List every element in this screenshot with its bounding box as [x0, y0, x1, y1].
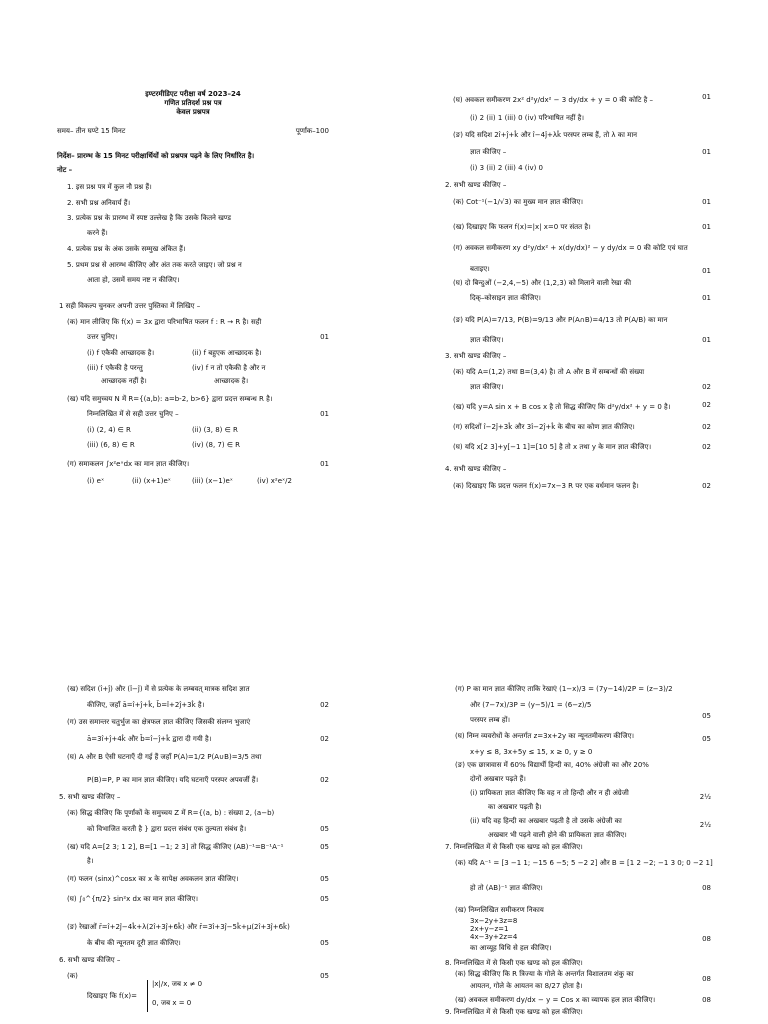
q5a-text: (क) सिद्ध कीजिए कि पूर्णांकों के समुच्चय Z में R={(a, b) : संख्या 2, (a−b)	[67, 809, 275, 817]
q6e-text-2: दोनों अखबार पढ़ते हैं।	[470, 775, 526, 783]
q6e-part-1-cont: का अखबार पढ़ती है।	[488, 803, 542, 811]
q6d-text: (घ) निम्न व्यवरोधों के अन्तर्गत z=3x+2y का न्यूनतमीकरण कीजिए।	[455, 732, 635, 740]
q1a-text-2: उत्तर चुनिए।	[87, 333, 118, 341]
q7a-marks: 08	[702, 884, 711, 892]
q1b-text: (ख) यदि समुच्चय N में R={(a,b): a=b-2, b>6} द्वारा प्रदत्त सम्बन्ध R है।	[67, 395, 273, 403]
q1a-text: (क) मान लीजिए कि f(x) = 3x द्वारा परिभाषित फलन f : R → R है। सही	[67, 318, 262, 326]
exam-total-marks: पूर्णांक–100	[295, 127, 329, 135]
q6d-marks: 05	[702, 735, 711, 743]
q4-heading: 4. सभी खण्ड कीजिए –	[445, 465, 507, 473]
q2d-text-2: दिक्–कोसाइन ज्ञात कीजिए।	[470, 294, 541, 302]
q4d-text-2: P(B)=P, P का मान ज्ञात कीजिए। यदि घटनाएँ परस्पर अपवर्जी हैं।	[87, 776, 259, 784]
note-5-cont: आता हो, उसमें समय नष्ट न कीजिए।	[87, 276, 180, 284]
q1b-option-2: (ii) (3, 8) ∈ R	[192, 426, 238, 434]
q6c-text-3: परस्पर लम्ब हों।	[470, 716, 511, 724]
q5d-text: (घ) ∫₀^{π/2} sin²x dx का मान ज्ञात कीजिए।	[67, 895, 199, 903]
q1d-text: (घ) अवकल समीकरण 2x² d²y/dx² − 3 dy/dx + y = 0 की कोटि है –	[453, 96, 654, 104]
q1a-option-4-cont: आच्छादक है।	[214, 377, 249, 385]
q8a-marks: 08	[702, 975, 711, 983]
q5b-marks: 05	[320, 843, 329, 851]
q8a-text-2: आयतन, गोले के आयतन का 8/27 होता है।	[470, 982, 583, 990]
q3a-text: (क) यदि A=(1,2) तथा B=(3,4) है। तो A और B में सम्बन्धों की संख्या	[453, 368, 645, 376]
q2e-text: (ङ) यदि P(A)=7/13, P(B)=9/13 और P(A∩B)=4/13 तो P(A/B) का मान	[453, 316, 668, 324]
q6c-text: (ग) P का मान ज्ञात कीजिए ताकि रेखाएं (1−x)/3 = (7y−14)/2P = (z−3)/2	[455, 685, 673, 693]
q1c-option-1: (i) eˣ	[87, 477, 105, 485]
q5c-marks: 05	[320, 875, 329, 883]
q3a-marks: 02	[702, 383, 711, 391]
q1c-option-4: (iv) x²eˣ/2	[257, 477, 292, 485]
q2e-text-2: ज्ञात कीजिए।	[470, 336, 504, 344]
q1b-option-4: (iv) (8, 7) ∈ R	[192, 441, 241, 449]
q5c-text: (ग) फलन (sinx)^cosx का x के सापेक्ष अवकलन ज्ञात कीजिए।	[67, 875, 239, 883]
q5a-text-2: को विभाजित करती है } द्वारा प्रदत्त संबंध एक तुल्यता संबंध है।	[87, 825, 247, 833]
q3d-marks: 02	[702, 443, 711, 451]
q4a-marks: 02	[702, 482, 711, 490]
q7b-eq-3: 4x−3y+2z=4	[470, 933, 518, 941]
q1a-option-3: (iii) f एकैकी है परन्तु	[87, 364, 143, 372]
top-right-column	[445, 90, 711, 500]
q1a-option-1: (i) f एकैकी आच्छादक है।	[87, 349, 155, 357]
note-1: 1. इस प्रश्न पत्र में कुल नौ प्रश्न हैं।	[67, 183, 152, 191]
q5b-text-2: है।	[87, 857, 94, 865]
q2b-text: (ख) दिखाइए कि फलन f(x)=|x| x=0 पर संतत है।	[453, 223, 591, 231]
q3-heading: 3. सभी खण्ड कीजिए –	[445, 352, 507, 360]
q1e-options: (i) 3 (ii) 2 (iii) 4 (iv) 0	[470, 164, 543, 172]
q1c-option-3: (iii) (x−1)eˣ	[192, 477, 233, 485]
q6e-marks-1: 2½	[699, 793, 711, 801]
q1b-option-3: (iii) (6, 8) ∈ R	[87, 441, 135, 449]
q6a-label: (क)	[67, 972, 78, 980]
exam-note: नोट –	[57, 166, 73, 174]
exam-paper-type: केवल प्रश्नपत्र	[176, 108, 210, 116]
q4b-text-2: कीजिए, जहाँ ā=î+ĵ+k̂, b̄=î+2ĵ+3k̂ है।	[87, 701, 205, 709]
q2d-marks: 01	[702, 294, 711, 302]
q3b-text: (ख) यदि y=A sin x + B cos x है तो सिद्ध कीजिए कि d²y/dx² + y = 0 है।	[453, 403, 671, 411]
bottom-right-column	[445, 685, 711, 1021]
q4d-marks: 02	[320, 776, 329, 784]
q9-heading: 9. निम्नलिखित में से किसी एक खण्ड को हल कीजिए।	[445, 1008, 583, 1016]
q5-heading: 5. सभी खण्ड कीजिए –	[59, 793, 121, 801]
q1c-text: (ग) समाकलन ∫x²eˣdx का मान ज्ञात कीजिए।	[67, 460, 190, 468]
q4c-text: (ग) उस समान्तर चतुर्भुज का क्षेत्रफल ज्ञात कीजिए जिसकी संलग्न भुजाएं	[67, 718, 251, 726]
q4b-marks: 02	[320, 701, 329, 709]
q2-heading: 2. सभी खण्ड कीजिए –	[445, 181, 507, 189]
note-4: 4. प्रत्येक प्रश्न के अंक उसके सम्मुख अंकित हैं।	[67, 245, 186, 253]
q2c-text-2: बताइए।	[470, 265, 490, 273]
q1e-marks: 01	[702, 148, 711, 156]
note-3: 3. प्रत्येक प्रश्न के प्रारम्भ में स्पष्ट उल्लेख है कि उसके कितने खण्ड	[67, 214, 231, 222]
q8b-marks: 08	[702, 996, 711, 1004]
q5d-marks: 05	[320, 895, 329, 903]
q5e-text: (ङ) रेखाओं r̄=î+2ĵ−4k̂+λ(2î+3ĵ+6k̂) और r̄=3î+3ĵ−5k̂+μ(2î+3ĵ+6k̂)	[67, 923, 290, 931]
note-2: 2. सभी प्रश्न अनिवार्य हैं।	[67, 199, 131, 207]
q6a-text: दिखाइए कि f(x)=	[87, 992, 137, 1000]
exam-title: इण्टरमीडिएट परीक्षा वर्ष 2023–24	[145, 90, 241, 98]
q5e-marks: 05	[320, 939, 329, 947]
bottom-left-column	[57, 685, 329, 1021]
q6e-text: (ङ) एक छात्रावास में 60% विद्यार्थी हिन्दी का, 40% अंग्रेजी का और 20%	[455, 761, 649, 769]
note-3-cont: करने हैं।	[87, 229, 108, 237]
q4c-text-2: ā=3î+ĵ+4k̂ और b̄=î−ĵ+k̂ द्वारा दी गयी है।	[87, 735, 212, 743]
q2c-text: (ग) अवकल समीकरण xy d²y/dx² + x(dy/dx)² − y dy/dx = 0 की कोटि एवं घात	[453, 244, 688, 252]
q5a-marks: 05	[320, 825, 329, 833]
q8-heading: 8. निम्नलिखित में से किसी एक खण्ड को हल कीजिए।	[445, 959, 583, 967]
q7b-marks: 08	[702, 935, 711, 943]
q7b-eq-2: 2x+y−z=1	[470, 925, 509, 933]
q1a-marks: 01	[320, 333, 329, 341]
q3d-text: (घ) यदि x[2 3]+y[−1 1]=[10 5] है तो x तथा y के मान ज्ञात कीजिए।	[453, 443, 652, 451]
q5e-text-2: के बीच की न्यूनतम दूरी ज्ञात कीजिए।	[87, 939, 181, 947]
q3c-marks: 02	[702, 423, 711, 431]
q1a-option-4: (iv) f न तो एकैकी है और न	[192, 364, 266, 372]
q7-heading: 7. निम्नलिखित में से किसी एक खण्ड को हल कीजिए।	[445, 843, 583, 851]
q2d-text: (घ) दो बिन्दुओं (−2,4,−5) और (1,2,3) को मिलाने वाली रेखा की	[453, 279, 632, 287]
q6e-part-2-cont: अखबार भी पढ़ने वाली होने की प्रायिकता ज्ञात कीजिए।	[488, 831, 627, 839]
q2c-marks: 01	[702, 267, 711, 275]
q6e-part-1: (i) प्रायिकता ज्ञात कीजिए कि वह न तो हिन्दी और न ही अंग्रेजी	[470, 789, 629, 797]
q1a-option-2: (ii) f बहुएक आच्छादक है।	[192, 349, 262, 357]
q4d-text: (घ) A और B ऐसी घटनाएँ दी गई हैं जहाँ P(A)=1/2 P(A∪B)=3/5 तथा	[67, 753, 262, 761]
q1b-text-2: निम्नलिखित में से सही उत्तर चुनिए –	[87, 410, 179, 418]
q6c-text-2: और (7−7x)/3P = (y−5)/1 = (6−z)/5	[470, 701, 592, 709]
q2b-marks: 01	[702, 223, 711, 231]
q8a-text: (क) सिद्ध कीजिए कि R त्रिज्या के गोले के अन्तर्गत विशालतम शंकु का	[455, 970, 634, 978]
top-left-column	[57, 90, 329, 500]
q8b-text: (ख) अवकल समीकरण dy/dx − y = Cos x का व्यापक हल ज्ञात कीजिए।	[455, 996, 656, 1004]
q2e-marks: 01	[702, 336, 711, 344]
q6e-marks-2: 2½	[699, 821, 711, 829]
q1d-marks: 01	[702, 93, 711, 101]
q1e-text-2: ज्ञात कीजिए –	[470, 148, 507, 156]
exam-instruction: निर्देश– प्रारम्भ के 15 मिनट परीक्षार्थियों को प्रश्नपत्र पढ़ने के लिए निर्धारित है।	[57, 152, 255, 160]
exam-time: समय– तीन घण्टे 15 मिनट	[57, 127, 126, 135]
q1a-option-3-cont: आच्छादक नहीं है।	[101, 377, 147, 385]
q3a-text-2: ज्ञात कीजिए।	[470, 383, 504, 391]
q3b-marks: 02	[702, 401, 711, 409]
exam-subtitle: गणित प्रतिदर्श प्रश्न पत्र	[164, 99, 222, 107]
q2a-marks: 01	[702, 198, 711, 206]
q7b-text: (ख) निम्नलिखित समीकरण निकाय	[455, 906, 544, 914]
q5b-text: (ख) यदि A=[2 3; 1 2], B=[1 −1; 2 3] तो सिद्ध कीजिए (AB)⁻¹=B⁻¹A⁻¹	[67, 843, 284, 851]
q1c-marks: 01	[320, 460, 329, 468]
q1c-option-2: (ii) (x+1)eˣ	[132, 477, 171, 485]
q6-heading: 6. सभी खण्ड कीजिए –	[59, 956, 121, 964]
q6a-case-2: 0, जब x = 0	[152, 998, 192, 1007]
note-5: 5. प्रथम प्रश्न से आरम्भ कीजिए और अंत तक करते जाइए। जो प्रश्न न	[67, 261, 242, 269]
q4a-text: (क) दिखाइए कि प्रदत्त फलन f(x)=7x−3 R पर एक वर्धमान फलन है।	[453, 482, 639, 490]
q1e-text: (ङ) यदि सदिश 2î+ĵ+k̂ और î−4ĵ+λk̂ परस्पर लम्ब हैं, तो λ का मान	[453, 131, 638, 139]
q7a-text: (क) यदि A⁻¹ = [3 −1 1; −15 6 −5; 5 −2 2] और B = [1 2 −2; −1 3 0; 0 −2 1]	[455, 859, 713, 867]
q2a-text: (क) Cot⁻¹(−1/√3) का मुख्य मान ज्ञात कीजिए।	[453, 198, 584, 206]
q4b-text: (ख) सदिश (î+ĵ) और (î−ĵ) में से प्रत्येक के लम्बवत् मात्रक सदिश ज्ञात	[67, 685, 250, 693]
q1-heading: 1 सही विकल्प चुनकर अपनी उत्तर पुस्तिका में लिखिए –	[59, 302, 201, 310]
q6c-marks: 05	[702, 712, 711, 720]
q6a-piecewise	[147, 980, 202, 1012]
q7b-eq-1: 3x−2y+3z=8	[470, 917, 518, 925]
q3c-text: (ग) सदिशों î−2ĵ+3k̂ और 3î−2ĵ+k̂ के बीच का कोण ज्ञात कीजिए।	[453, 423, 635, 431]
q4c-marks: 02	[320, 735, 329, 743]
q1d-options: (i) 2 (ii) 1 (iii) 0 (iv) परिभाषित नहीं है।	[470, 114, 585, 122]
q6d-text-2: x+y ≤ 8, 3x+5y ≤ 15, x ≥ 0, y ≥ 0	[470, 748, 593, 756]
q6a-case-1: |x|/x, जब x ≠ 0	[152, 980, 203, 988]
q1b-option-1: (i) (2, 4) ∈ R	[87, 426, 131, 434]
q7b-text-2: का आव्यूह विधि से हल कीजिए।	[470, 944, 552, 952]
q6a-marks: 05	[320, 972, 329, 980]
q1b-marks: 01	[320, 410, 329, 418]
q6e-part-2: (ii) यदि वह हिन्दी का अखबार पढ़ती है तो उसके अंग्रेजी का	[470, 817, 622, 825]
q7a-text-2: हो तो (AB)⁻¹ ज्ञात कीजिए।	[470, 884, 543, 892]
